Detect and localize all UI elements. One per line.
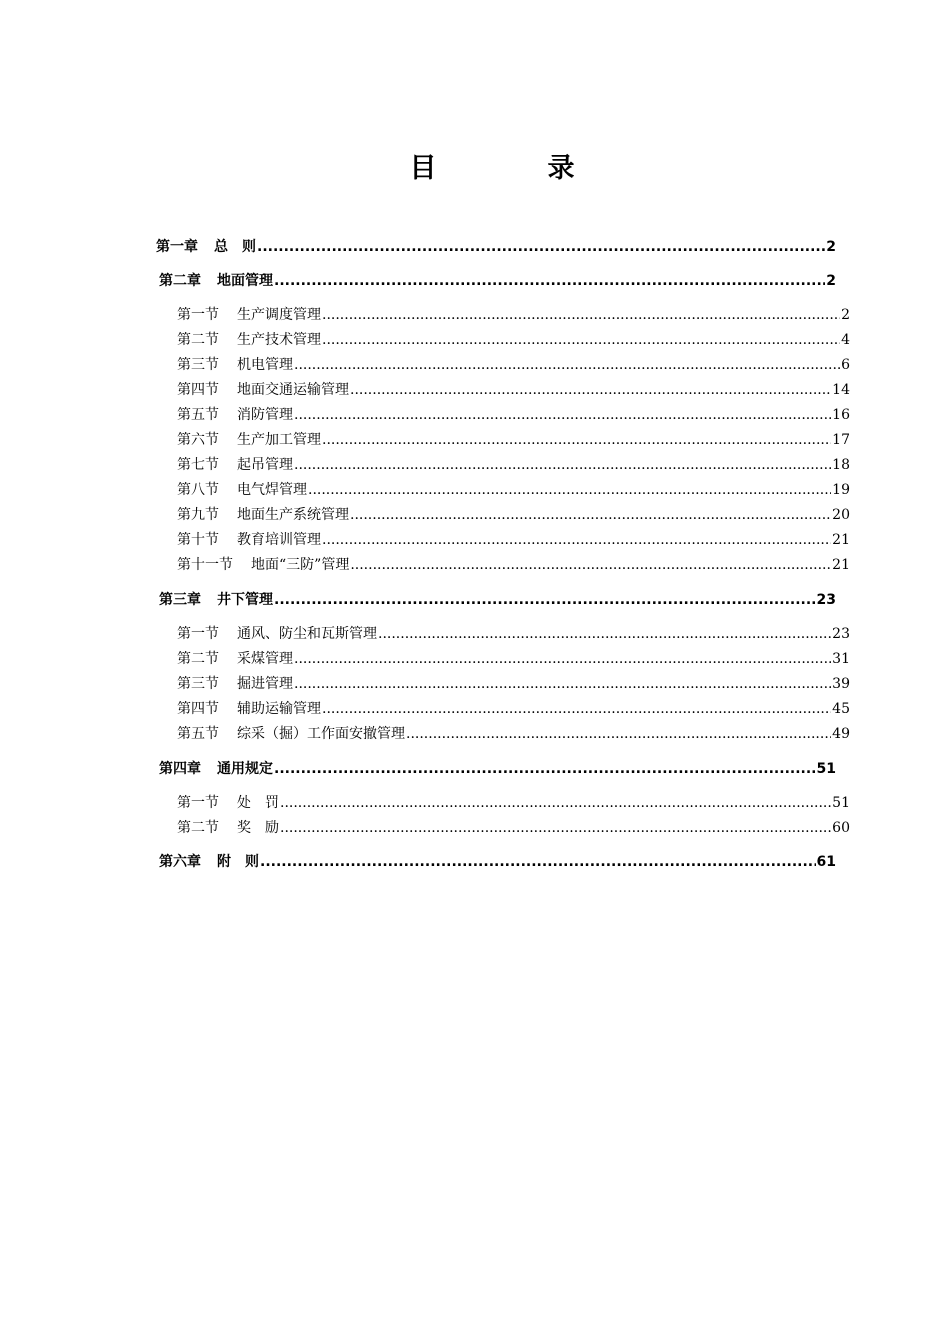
page-number: 18 — [832, 457, 850, 473]
page-number: 14 — [832, 382, 850, 398]
section-number: 第三节 — [177, 676, 219, 692]
section-number: 第十节 — [177, 532, 219, 548]
section-number: 第二节 — [177, 651, 219, 667]
chapter-number: 第二章 — [159, 273, 201, 289]
page-number: 21 — [832, 532, 850, 548]
toc-section[interactable] — [177, 623, 850, 643]
toc-section[interactable] — [177, 554, 850, 574]
page-number: 23 — [832, 626, 850, 642]
section-number: 第八节 — [177, 482, 219, 498]
section-number: 第七节 — [177, 457, 219, 473]
dot-leader — [294, 457, 831, 473]
section-number: 第十一节 — [177, 557, 233, 573]
toc-section[interactable] — [177, 792, 850, 812]
section-number: 第五节 — [177, 726, 219, 742]
section-title: 起吊管理 — [237, 457, 293, 473]
page-number: 49 — [832, 726, 850, 742]
dot-leader — [322, 307, 840, 323]
page-number: 21 — [832, 557, 850, 573]
dot-leader — [322, 532, 831, 548]
toc-section[interactable] — [177, 648, 850, 668]
toc-section[interactable] — [177, 479, 850, 499]
toc-section[interactable] — [177, 354, 850, 374]
page-number: 6 — [841, 357, 850, 373]
dot-leader — [274, 273, 825, 289]
toc-chapter-2[interactable] — [159, 270, 836, 290]
toc-section[interactable] — [177, 429, 850, 449]
dot-leader — [280, 820, 831, 836]
section-title: 生产技术管理 — [237, 332, 321, 348]
section-number: 第一节 — [177, 626, 219, 642]
toc-section[interactable] — [177, 673, 850, 693]
section-number: 第三节 — [177, 357, 219, 373]
toc-section[interactable] — [177, 404, 850, 424]
toc-section[interactable] — [177, 504, 850, 524]
section-title: 教育培训管理 — [237, 532, 321, 548]
section-title: 地面生产系统管理 — [237, 507, 349, 523]
section-title: 地面交通运输管理 — [237, 382, 349, 398]
section-title: 通风、防尘和瓦斯管理 — [237, 626, 377, 642]
toc-chapter-6[interactable] — [159, 851, 836, 871]
section-number: 第四节 — [177, 701, 219, 717]
page-number: 39 — [832, 676, 850, 692]
dot-leader — [260, 854, 816, 870]
toc-section[interactable] — [177, 454, 850, 474]
dot-leader — [308, 482, 831, 498]
dot-leader — [294, 407, 831, 423]
toc-section[interactable] — [177, 329, 850, 349]
dot-leader — [294, 676, 831, 692]
page-number: 51 — [832, 795, 850, 811]
chapter-title: 通用规定 — [217, 761, 273, 777]
toc-section[interactable] — [177, 698, 850, 718]
page-number: 61 — [816, 854, 836, 870]
section-title: 处 罚 — [237, 795, 279, 811]
section-title: 掘进管理 — [237, 676, 293, 692]
page-number: 19 — [832, 482, 850, 498]
dot-leader — [274, 761, 816, 777]
toc-section[interactable] — [177, 817, 850, 837]
section-title: 消防管理 — [237, 407, 293, 423]
dot-leader — [350, 507, 831, 523]
page-number: 20 — [832, 507, 850, 523]
chapter-title: 地面管理 — [217, 273, 273, 289]
page-number: 51 — [816, 761, 836, 777]
dot-leader — [257, 239, 825, 255]
dot-leader — [322, 701, 831, 717]
page-number: 17 — [832, 432, 850, 448]
section-title: 生产调度管理 — [237, 307, 321, 323]
toc-section[interactable] — [177, 529, 850, 549]
dot-leader — [350, 382, 831, 398]
chapter-number: 第一章 — [156, 239, 198, 255]
dot-leader — [322, 332, 840, 348]
section-number: 第二节 — [177, 332, 219, 348]
page-number: 45 — [832, 701, 850, 717]
chapter-title: 总 则 — [214, 239, 256, 255]
dot-leader — [294, 357, 840, 373]
dot-leader — [274, 592, 816, 608]
page-number: 31 — [832, 651, 850, 667]
page-number: 16 — [832, 407, 850, 423]
toc-chapter-4[interactable] — [159, 758, 836, 778]
chapter-number: 第三章 — [159, 592, 201, 608]
dot-leader — [280, 795, 831, 811]
section-title: 生产加工管理 — [237, 432, 321, 448]
dot-leader — [350, 557, 831, 573]
page-number: 2 — [826, 273, 836, 289]
dot-leader — [406, 726, 831, 742]
section-title: 综采（掘）工作面安撤管理 — [237, 726, 405, 742]
toc-section[interactable] — [177, 379, 850, 399]
section-number: 第九节 — [177, 507, 219, 523]
dot-leader — [322, 432, 831, 448]
page-number: 60 — [832, 820, 850, 836]
chapter-number: 第四章 — [159, 761, 201, 777]
section-title: 机电管理 — [237, 357, 293, 373]
toc-section[interactable] — [177, 304, 850, 324]
section-title: 奖 励 — [237, 820, 279, 836]
chapter-title: 井下管理 — [217, 592, 273, 608]
page-number: 2 — [826, 239, 836, 255]
toc-chapter-3[interactable] — [159, 589, 836, 609]
page-number: 23 — [816, 592, 836, 608]
section-number: 第一节 — [177, 307, 219, 323]
section-title: 电气焊管理 — [237, 482, 307, 498]
section-title: 地面“三防”管理 — [251, 557, 350, 573]
section-title: 辅助运输管理 — [237, 701, 321, 717]
chapter-title: 附 则 — [217, 854, 259, 870]
section-number: 第五节 — [177, 407, 219, 423]
toc-section[interactable] — [177, 723, 850, 743]
section-title: 采煤管理 — [237, 651, 293, 667]
section-number: 第二节 — [177, 820, 219, 836]
toc-title: 目 录 — [409, 153, 617, 184]
section-number: 第六节 — [177, 432, 219, 448]
chapter-number: 第六章 — [159, 854, 201, 870]
toc-chapter-1[interactable] — [156, 236, 836, 256]
page-number: 2 — [841, 307, 850, 323]
page-number: 4 — [841, 332, 850, 348]
section-number: 第四节 — [177, 382, 219, 398]
section-number: 第一节 — [177, 795, 219, 811]
dot-leader — [378, 626, 831, 642]
dot-leader — [294, 651, 831, 667]
